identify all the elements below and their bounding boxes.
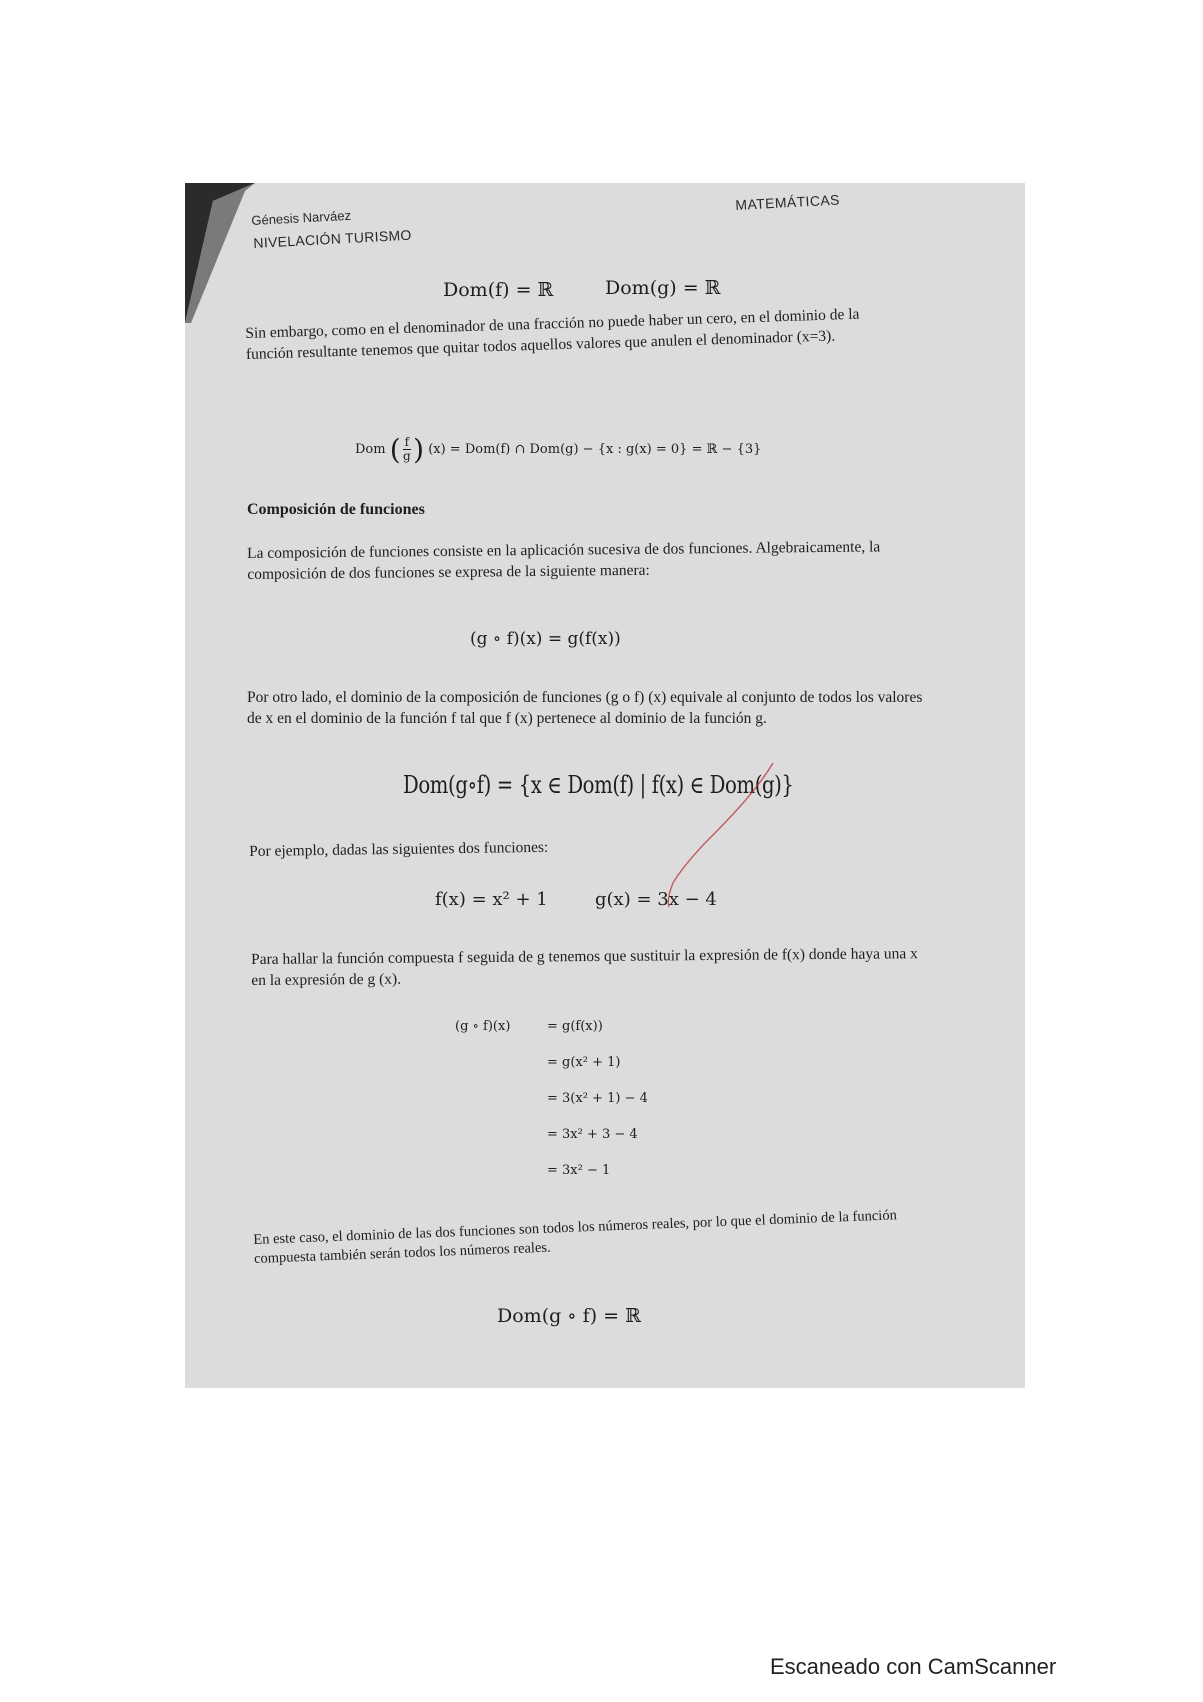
student-name: Génesis Narváez [251, 207, 352, 228]
derivation-rhs: = 3x² + 3 − 4 [547, 1127, 638, 1142]
section-heading-composicion: Composición de funciones [247, 501, 425, 518]
paragraph-composicion-intro: La composición de funciones consiste en la aplicación sucesiva de dos funciones. Algebraicamente, la composición de dos funciones se expresa de la siguiente manera: [247, 538, 881, 583]
derivation-rhs: = 3(x² + 1) − 4 [547, 1091, 648, 1106]
folded-corner-shadow [185, 183, 255, 323]
derivation-lhs: (g ∘ f)(x) [455, 1019, 511, 1034]
derivation-steps [455, 1009, 648, 1189]
equation-final-dom: Dom(g ∘ f) = ℝ [497, 1305, 641, 1327]
equation-dom-composition: Dom(g∘f) = {x ∈ Dom(f) | f(x) ∈ Dom(g)} [403, 771, 794, 799]
paragraph-sin-embargo: Sin embargo, como en el denominador de una fracción no puede haber un cero, en el dominio de la función resultante tenemos que quitar todos aquellos valores que anulen el denominador (x=3). [245, 305, 860, 363]
derivation-row-4 [455, 1117, 648, 1153]
derivation-rhs: = 3x² − 1 [547, 1163, 611, 1178]
derivation-row-3 [455, 1081, 648, 1117]
equation-dom-quotient: Dom ( $\frac{f}{g}$ ) (x) = Dom(f) ∩ Dom(g) − {x : g(x) = 0} = ℝ − {3} [355, 433, 762, 466]
fraction-denominator: g [403, 449, 411, 463]
equation-dom-f: Dom(f) = ℝ [443, 279, 554, 301]
equation-example-f: f(x) = x² + 1 [435, 889, 548, 910]
paragraph-dominio-composicion: Por otro lado, el dominio de la composición de funciones (g o f) (x) equivale al conjunto de todos los valores de x en el dominio de la función f tal que f (x) pertenece al dominio de la función g. [247, 689, 923, 727]
equation-example-g: g(x) = 3x − 4 [595, 889, 717, 910]
scanned-page [185, 183, 1025, 1388]
paragraph-para-hallar: Para hallar la función compuesta f seguida de g tenemos que sustituir la expresión de f(x) donde haya una x en la expresión de g (x). [251, 945, 918, 989]
fraction-numerator: f [404, 435, 410, 449]
derivation-rhs: = g(f(x)) [547, 1019, 603, 1034]
paragraph-ejemplo: Por ejemplo, dadas las siguientes dos funciones: [249, 838, 549, 860]
derivation-rhs: = g(x² + 1) [547, 1055, 621, 1070]
equation-dom-g: Dom(g) = ℝ [605, 277, 721, 299]
camscanner-watermark: Escaneado con CamScanner [770, 1654, 1057, 1679]
fraction-f-over-g [403, 436, 411, 463]
subject-title: MATEMÁTICAS [735, 191, 841, 213]
derivation-row-5 [455, 1153, 648, 1189]
derivation-row-2 [455, 1045, 648, 1081]
equation-composition-definition: (g ∘ f)(x) = g(f(x)) [470, 629, 621, 649]
equation-dom-quotient-rest: (x) = Dom(f) ∩ Dom(g) − {x : g(x) = 0} = ℝ − {3} [428, 442, 762, 457]
derivation-row-1 [455, 1009, 648, 1045]
equation-dom-quotient-prefix: Dom [355, 442, 386, 457]
paragraph-en-este-caso: En este caso, el dominio de las dos funciones son todos los números reales, por lo que el dominio de la función compuesta también serán todos los números reales. [253, 1207, 898, 1267]
course-name: NIVELACIÓN TURISMO [253, 226, 413, 251]
